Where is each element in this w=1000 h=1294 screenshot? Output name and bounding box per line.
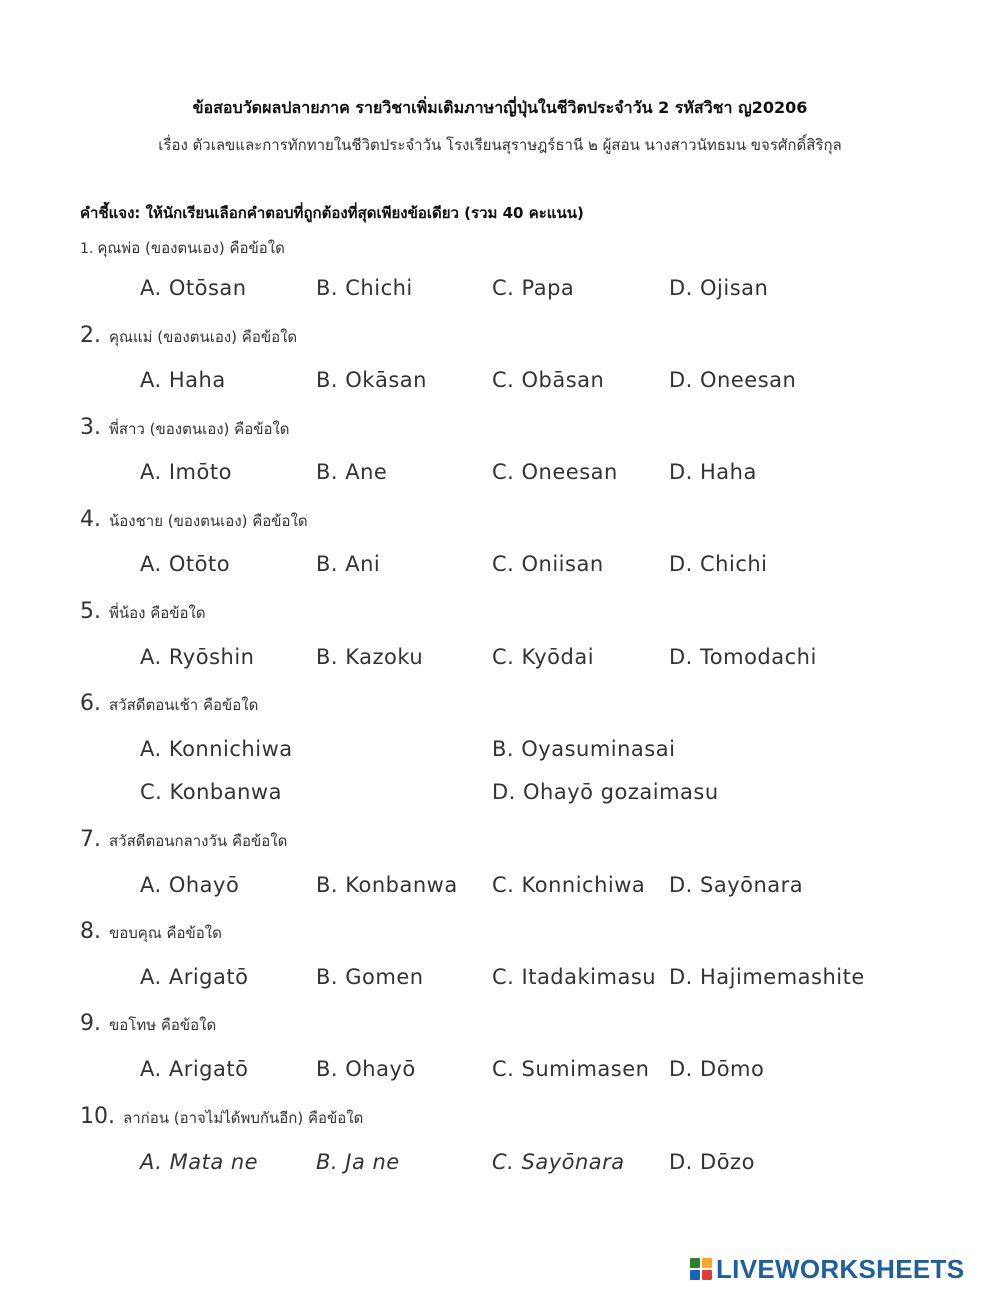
question-text: ลาก่อน (อาจไม่ได้พบกันอีก) คือข้อใด — [123, 1109, 364, 1127]
question-7 — [80, 827, 287, 853]
q3-option-b[interactable]: B. Ane — [316, 460, 388, 484]
q7-option-b[interactable]: B. Konbanwa — [316, 873, 458, 897]
q10-option-c[interactable]: C. Sayōnara — [492, 1150, 625, 1174]
question-number: 9. — [80, 1011, 101, 1036]
question-text: ขอโทษ คือข้อใด — [109, 1016, 217, 1034]
q6-option-b[interactable]: B. Oyasuminasai — [492, 737, 676, 761]
q4-option-d[interactable]: D. Chichi — [669, 552, 768, 576]
q8-option-a[interactable]: A. Arigatō — [140, 965, 249, 989]
question-text: ขอบคุณ คือข้อใด — [109, 924, 222, 942]
question-text: คุณแม่ (ของตนเอง) คือข้อใด — [109, 328, 298, 346]
q3-option-d[interactable]: D. Haha — [669, 460, 757, 484]
instruction-text: คำชี้แจง: ให้นักเรียนเลือกคำตอบที่ถูกต้องที่สุดเพียงข้อเดียว (รวม 40 คะแนน) — [80, 204, 584, 222]
q7-option-a[interactable]: A. Ohayō — [140, 873, 240, 897]
question-number: 4. — [80, 507, 101, 532]
q9-option-d[interactable]: D. Dōmo — [669, 1057, 765, 1081]
question-number: 2. — [80, 323, 101, 348]
q1-option-b[interactable]: B. Chichi — [316, 276, 413, 300]
q7-option-d[interactable]: D. Sayōnara — [669, 873, 804, 897]
q3-option-a[interactable]: A. Imōto — [140, 460, 232, 484]
q9-option-a[interactable]: A. Arigatō — [140, 1057, 249, 1081]
q7-option-c[interactable]: C. Konnichiwa — [492, 873, 646, 897]
liveworksheets-logo-icon — [690, 1258, 712, 1280]
q8-option-c[interactable]: C. Itadakimasu — [492, 965, 657, 989]
q10-option-a[interactable]: A. Mata ne — [140, 1150, 259, 1174]
q9-option-c[interactable]: C. Sumimasen — [492, 1057, 650, 1081]
question-6 — [80, 691, 258, 717]
question-text: คุณพ่อ (ของตนเอง) คือข้อใด — [97, 239, 285, 257]
liveworksheets-logo[interactable] — [690, 1255, 964, 1283]
question-4 — [80, 507, 308, 533]
question-text: พี่น้อง คือข้อใด — [109, 604, 206, 622]
question-number: 7. — [80, 827, 101, 852]
q2-option-c[interactable]: C. Obāsan — [492, 368, 605, 392]
q10-option-d[interactable]: D. Dōzo — [669, 1150, 755, 1174]
question-number: 3. — [80, 415, 101, 440]
exam-title: ข้อสอบวัดผลปลายภาค รายวิชาเพิ่มเติมภาษาญี่ปุ่นในชีวิตประจำวัน 2 รหัสวิชา ญ20206 — [192, 98, 808, 117]
q8-option-b[interactable]: B. Gomen — [316, 965, 424, 989]
q6-option-d[interactable]: D. Ohayō gozaimasu — [492, 780, 719, 804]
question-10 — [80, 1104, 363, 1130]
question-text: พี่สาว (ของตนเอง) คือข้อใด — [109, 420, 290, 438]
logo-square-icon — [690, 1270, 700, 1280]
logo-square-icon — [702, 1270, 712, 1280]
q4-option-c[interactable]: C. Oniisan — [492, 552, 604, 576]
question-9 — [80, 1011, 216, 1037]
q1-option-c[interactable]: C. Papa — [492, 276, 575, 300]
q2-option-a[interactable]: A. Haha — [140, 368, 226, 392]
question-number: 6. — [80, 691, 101, 716]
q8-option-d[interactable]: D. Hajimemashite — [669, 965, 865, 989]
question-text: สวัสดีตอนเช้า คือข้อใด — [109, 696, 259, 714]
question-3 — [80, 415, 290, 441]
q3-option-c[interactable]: C. Oneesan — [492, 460, 618, 484]
question-number: 8. — [80, 919, 101, 944]
liveworksheets-logo-text: LIVEWORKSHEETS — [716, 1253, 965, 1284]
q2-option-b[interactable]: B. Okāsan — [316, 368, 427, 392]
question-number: 10. — [80, 1104, 115, 1129]
question-2 — [80, 323, 297, 349]
question-text: สวัสดีตอนกลางวัน คือข้อใด — [109, 832, 288, 850]
question-5 — [80, 599, 206, 625]
q5-option-a[interactable]: A. Ryōshin — [140, 645, 255, 669]
q9-option-b[interactable]: B. Ohayō — [316, 1057, 416, 1081]
q2-option-d[interactable]: D. Oneesan — [669, 368, 797, 392]
question-1 — [80, 236, 285, 260]
logo-square-icon — [690, 1258, 700, 1268]
q5-option-b[interactable]: B. Kazoku — [316, 645, 424, 669]
q6-option-c[interactable]: C. Konbanwa — [140, 780, 282, 804]
q10-option-b[interactable]: B. Ja ne — [316, 1150, 400, 1174]
q4-option-a[interactable]: A. Otōto — [140, 552, 231, 576]
question-8 — [80, 919, 222, 945]
q5-option-c[interactable]: C. Kyōdai — [492, 645, 595, 669]
q4-option-b[interactable]: B. Ani — [316, 552, 381, 576]
question-text: น้องชาย (ของตนเอง) คือข้อใด — [109, 512, 308, 530]
q6-option-a[interactable]: A. Konnichiwa — [140, 737, 293, 761]
question-number: 1. — [80, 241, 94, 257]
question-number: 5. — [80, 599, 101, 624]
exam-subtitle: เรื่อง ตัวเลขและการทักทายในชีวิตประจำวัน โรงเรียนสุราษฎร์ธานี ๒ ผู้สอน นางสาวนัทธมน ขจรศักดิ์สิริกุล — [158, 136, 842, 154]
q1-option-d[interactable]: D. Ojisan — [669, 276, 769, 300]
logo-square-icon — [702, 1258, 712, 1268]
q1-option-a[interactable]: A. Otōsan — [140, 276, 247, 300]
q5-option-d[interactable]: D. Tomodachi — [669, 645, 817, 669]
